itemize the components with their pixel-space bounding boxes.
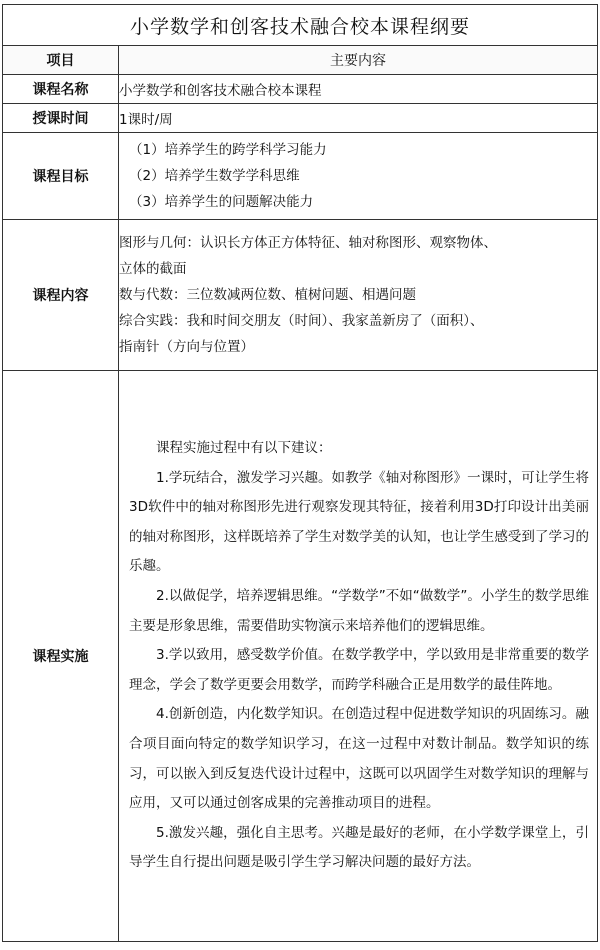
goal-item: （1）培养学生的跨学科学习能力 — [129, 142, 327, 158]
label-course-implementation: 课程实施 — [3, 371, 119, 942]
goals-list — [119, 137, 597, 215]
content-list — [119, 230, 597, 360]
content-line: 综合实践：我和时间交朋友（时间）、我家盖新房了（面积）、 — [119, 313, 484, 329]
row-course-name — [3, 75, 598, 104]
label-class-time: 授课时间 — [3, 104, 119, 133]
label-course-goals: 课程目标 — [3, 133, 119, 220]
goal-item: （2）培养学生数学学科思维 — [129, 168, 300, 184]
label-course-name: 课程名称 — [3, 75, 119, 104]
header-row — [3, 46, 598, 75]
content-line: 指南针（方向与位置） — [119, 339, 254, 355]
label-course-content: 课程内容 — [3, 220, 119, 371]
implementation-body — [119, 432, 597, 880]
header-item: 项目 — [3, 46, 119, 75]
document-title: 小学数学和创客技术融合校本课程纲要 — [3, 5, 598, 46]
implementation-paragraph: 1.学玩结合，激发学习兴趣。如教学《轴对称图形》一课时，可让学生将3D软件中的轴对称图形先进行观察发现其特征，接着利用3D打印设计出美丽的轴对称图形，这样既培养了学生对数学美的认知，也让学生感受到了学习的乐趣。 — [129, 469, 589, 575]
row-course-goals — [3, 133, 598, 220]
content-line: 图形与几何：认识长方体正方体特征、轴对称图形、观察物体、 — [119, 235, 497, 251]
row-class-time — [3, 104, 598, 133]
implementation-intro: 课程实施过程中有以下建议： — [156, 440, 332, 457]
implementation-paragraph: 5.激发兴趣，强化自主思考。兴趣是最好的老师，在小学数学课堂上，引导学生自行提出问题是吸引学生学习解决问题的最好方法。 — [129, 824, 589, 871]
goal-item: （3）培养学生的问题解决能力 — [129, 194, 314, 210]
value-class-time: 1课时/周 — [119, 104, 598, 133]
implementation-paragraph: 3.学以致用，感受数学价值。在数学教学中，学以致用是非常重要的数学理念，学会了数学更要会用数学，而跨学科融合正是用数学的最佳阵地。 — [129, 647, 589, 693]
content-line: 立体的截面 — [119, 261, 187, 277]
row-course-implementation — [3, 371, 598, 942]
header-content: 主要内容 — [119, 46, 598, 75]
implementation-paragraph: 2.以做促学，培养逻辑思维。“学数学”不如“做数学”。小学生的数学思维主要是形象思维，需要借助实物演示来培养他们的逻辑思维。 — [129, 588, 589, 634]
content-line: 数与代数：三位数减两位数、植树问题、相遇问题 — [119, 287, 416, 303]
value-course-name: 小学数学和创客技术融合校本课程 — [119, 75, 598, 104]
row-course-content — [3, 220, 598, 371]
implementation-paragraph: 4.创新创造，内化数学知识。在创造过程中促进数学知识的巩固练习。融合项目面向特定的数学知识学习，在这一过程中对数计制品。数学知识的练习，可以嵌入到反复迭代设计过程中，这既可以巩固学生对数学知识的理解与应用，又可以通过创客成果的完善推动项目的进程。 — [129, 706, 589, 812]
course-outline-table — [2, 4, 598, 942]
